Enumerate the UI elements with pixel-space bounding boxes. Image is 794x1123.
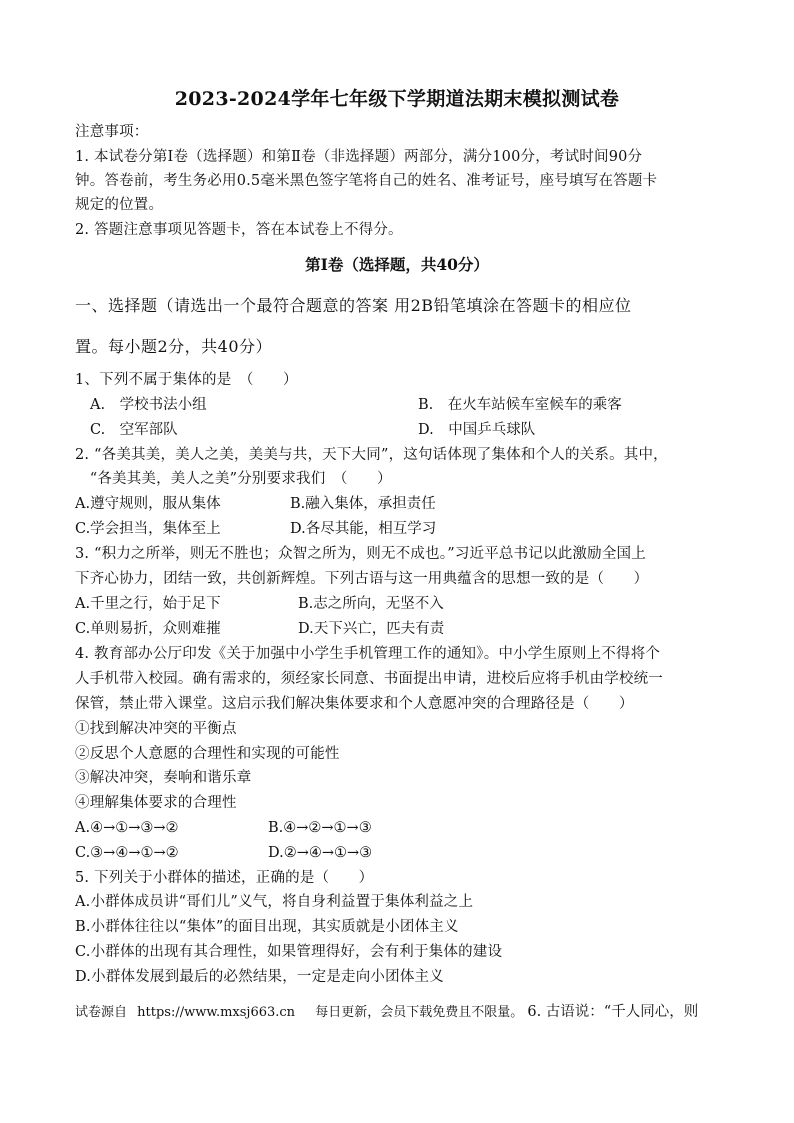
notice-line: 规定的位置。 (75, 197, 164, 213)
answer-option: C. 空军部队 (90, 422, 178, 438)
question-stem: 人手机带入校园。确有需求的，须经家长同意、书面提出申请，进校后应将手机由学校统一 (75, 671, 663, 687)
statement-item: ④理解集体要求的合理性 (75, 795, 237, 811)
question-stem: 保管，禁止带入课堂。这启示我们解决集体要求和个人意愿冲突的合理路径是（ ） (75, 696, 634, 712)
source-label: 试卷源自 (75, 1005, 128, 1020)
exam-title: 2023-2024学年七年级下学期道法期末模拟测试卷 (174, 88, 620, 110)
question-stem: 下齐心协力，团结一致，共创新辉煌。下列古语与这一用典蕴含的思想一致的是（ ） (75, 571, 649, 587)
notice-line: 1. 本试卷分第Ⅰ卷（选择题）和第Ⅱ卷（非选择题）两部分，满分100分，考试时间90分 (75, 149, 643, 165)
notice-line: 钟。答卷前，考生务必用0.5毫米黑色签字笔将自己的姓名、准考证号，座号填写在答题卡 (75, 173, 658, 189)
answer-option: C.学会担当，集体至上 (75, 521, 221, 537)
statement-item: ②反思个人意愿的合理性和实现的可能性 (75, 746, 340, 762)
answer-option: A.遵守规则，服从集体 (75, 496, 221, 512)
question-stem: “各美其美，美人之美”分别要求我们 （ ） (75, 471, 392, 487)
question-stem: 2. “各美其美，美人之美，美美与共，天下大同”，这句话体现了集体和个人的关系。其中， (75, 447, 668, 463)
answer-option: D.天下兴亡，匹夫有责 (298, 621, 445, 637)
answer-option: B.融入集体，承担责任 (290, 496, 436, 512)
answer-option: C.小群体的出现有其合理性，如果管理得好，会有利于集体的建设 (75, 944, 503, 960)
notice-heading: 注意事项： (75, 124, 149, 140)
answer-option: D. 中国乒乓球队 (418, 422, 536, 438)
answer-option: A.小群体成员讲“哥们儿”义气，将自身利益置于集体利益之上 (75, 894, 474, 910)
answer-option: B.志之所向，无坚不入 (298, 596, 444, 612)
question-stem: 5. 下列关于小群体的描述，正确的是（ ） (75, 870, 374, 886)
statement-item: ③解决冲突，奏响和谐乐章 (75, 770, 252, 786)
question-stem: 3. “积力之所举，则无不胜也；众智之所为，则无不成也。”习近平总书记以此激励全国上 (75, 546, 646, 562)
section-title: 第Ⅰ卷（选择题，共40分） (305, 255, 489, 274)
answer-option: D.小群体发展到最后的必然结果，一定是走向小团体主义 (75, 969, 444, 985)
answer-option: D.②→④→①→③ (268, 845, 373, 861)
answer-option: A.④→①→③→② (75, 820, 179, 836)
section-intro: 一、选择题（请选出一个最符合题意的答案 用2B铅笔填涂在答题卡的相应位 (75, 296, 632, 315)
promo-text: 每日更新，会员下载免费且不限量。 (315, 1005, 524, 1020)
answer-option: C.单则易折，众则难摧 (75, 621, 221, 637)
page-footer (75, 1003, 698, 1022)
answer-option: A.千里之行，始于足下 (75, 596, 221, 612)
answer-option: C.③→④→①→② (75, 845, 179, 861)
section-intro: 置。每小题2分，共40分） (75, 337, 273, 356)
answer-option: B.小群体往往以“集体”的面目出现，其实质就是小团体主义 (75, 919, 459, 935)
answer-option: A. 学校书法小组 (90, 397, 207, 413)
statement-item: ①找到解决冲突的平衡点 (75, 721, 237, 737)
answer-option: B. 在火车站候车室候车的乘客 (418, 397, 622, 413)
question-stem-continued: 6. 古语说：“千人同心，则 (527, 1004, 699, 1020)
answer-option: B.④→②→①→③ (268, 820, 372, 836)
source-link[interactable]: https://www.mxsj663.cn (137, 1005, 296, 1020)
answer-option: D.各尽其能，相互学习 (290, 521, 437, 537)
question-stem: 1、下列不属于集体的是 （ ） (75, 372, 298, 388)
question-stem: 4. 教育部办公厅印发《关于加强中小学生手机管理工作的通知》。中小学生原则上不得将个 (75, 646, 661, 662)
notice-line: 2. 答题注意事项见答题卡，答在本试卷上不得分。 (75, 222, 403, 238)
